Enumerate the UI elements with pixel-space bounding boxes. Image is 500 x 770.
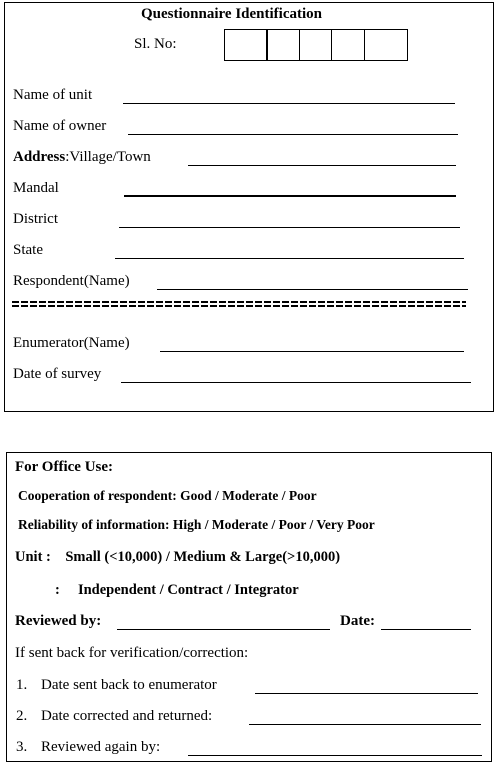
district-label: District [13, 211, 58, 227]
sl-no-digit-box-3[interactable] [299, 29, 332, 61]
item-3-label: Reviewed again by: [41, 739, 161, 755]
item-1-label: Date sent back to enumerator [41, 677, 217, 693]
sl-no-label: Sl. No: [134, 36, 177, 52]
item-1-field[interactable] [255, 693, 478, 694]
sl-no-digit-box-2[interactable] [266, 29, 300, 61]
address-label-rest: :Village/Town [65, 149, 151, 165]
address-label-bold: Address [13, 149, 66, 165]
date-of-survey-field[interactable] [121, 382, 471, 383]
office-use-title: For Office Use: [15, 459, 114, 475]
name-of-owner-label: Name of owner [13, 118, 107, 134]
mandal-label: Mandal [13, 180, 59, 196]
address-label [13, 149, 151, 166]
state-label: State [13, 242, 43, 258]
cooperation-line: Cooperation of respondent: Good / Moderate / Poor [18, 488, 317, 503]
identification-title: Questionnaire Identification [141, 6, 322, 22]
review-date-field[interactable] [381, 629, 471, 630]
item-3-number: 3. [16, 739, 28, 755]
separator-dashed-line [12, 301, 466, 311]
reviewed-by-label: Reviewed by: [15, 613, 102, 629]
state-field[interactable] [115, 258, 464, 259]
reliability-line: Reliability of information: High / Moderate / Poor / Very Poor [18, 517, 375, 532]
date-of-survey-label: Date of survey [13, 366, 102, 382]
unit-line: Unit : Small (<10,000) / Medium & Large(>10,000) [15, 549, 341, 565]
mandal-field[interactable] [124, 195, 456, 197]
reviewed-by-field[interactable] [117, 629, 330, 630]
enumerator-field[interactable] [160, 351, 464, 352]
sl-no-digit-box-5[interactable] [364, 29, 408, 61]
sl-no-digit-box-4[interactable] [331, 29, 365, 61]
item-2-label: Date corrected and returned: [41, 708, 213, 724]
name-of-owner-field[interactable] [128, 134, 458, 135]
name-of-unit-label: Name of unit [13, 87, 93, 103]
respondent-field[interactable] [157, 289, 468, 290]
item-2-number: 2. [16, 708, 28, 724]
district-field[interactable] [119, 227, 460, 228]
item-2-field[interactable] [249, 724, 481, 725]
sl-no-digit-box-1[interactable] [224, 29, 268, 61]
name-of-unit-field[interactable] [123, 103, 455, 104]
sent-back-heading: If sent back for verification/correction: [15, 645, 249, 661]
enumerator-label: Enumerator(Name) [13, 335, 130, 351]
unit-type-line: : Independent / Contract / Integrator [55, 582, 299, 598]
item-3-field[interactable] [188, 755, 482, 756]
review-date-label: Date: [340, 613, 375, 629]
respondent-label: Respondent(Name) [13, 273, 130, 289]
item-1-number: 1. [16, 677, 28, 693]
address-field[interactable] [188, 165, 456, 166]
